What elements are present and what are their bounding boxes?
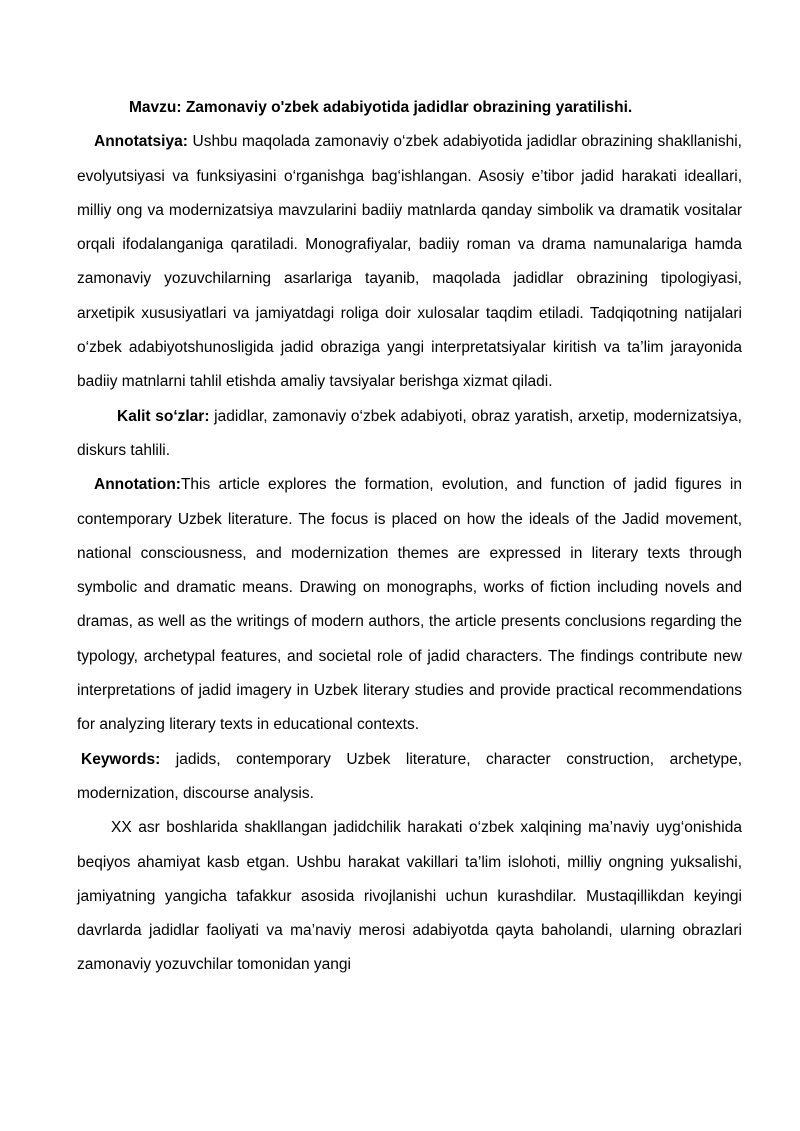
annotation-text: This article explores the formation, evolution, and function of jadid figures in contemporary Uzbek literature. The focus is placed on how the ideals of the Jadid movement, national consciousness, and modernization themes are expressed in literary texts through symbolic and dramatic means. Drawing on monographs, works of fiction including novels and dramas, as well as the writings of modern authors, the article presents conclusions regarding the typology, archetypal features, and societal role of jadid characters. The findings contribute new interpretations of jadid imagery in Uzbek literary studies and provide practical recommendations for analyzing literary texts in educational contexts. <box>77 476 742 734</box>
body-paragraph: XX asr boshlarida shakllangan jadidchilik harakati o‘zbek xalqining ma’naviy uyg‘onishida beqiyos ahamiyat kasb etgan. Ushbu harakat vakillari ta’lim islohoti, milliy ongning yuksalishi, jamiyatning yangicha tafakkur asosida rivojlanishi uchun kurashdilar. Mustaqillikdan keyingi davrlarda jadidlar faoliyati va ma’naviy merosi adabiyotda qayta baholandi, ularning obrazlari zamonaviy yozuvchilar tomonidan yangi <box>77 819 742 974</box>
keywords-label: Keywords: <box>81 750 161 768</box>
kalit-sozlar-paragraph <box>77 400 742 469</box>
kalit-sozlar-label: Kalit so‘zlar: <box>117 407 210 425</box>
document-page <box>77 91 742 983</box>
article-title: Mavzu: Zamonaviy o'zbek adabiyotida jadidlar obrazining yaratilishi. <box>129 99 633 116</box>
kalit-sozlar-text: jadidlar, zamonaviy o‘zbek adabiyoti, obraz yaratish, arxetip, modernizatsiya, diskurs tahlili. <box>77 407 742 459</box>
keywords-text: jadids, contemporary Uzbek literature, character construction, archetype, modernization, discourse analysis. <box>77 750 742 802</box>
annotatsiya-label: Annotatsiya: <box>94 133 188 151</box>
annotation-label: Annotation: <box>94 476 181 494</box>
annotatsiya-paragraph <box>77 125 742 399</box>
annotatsiya-text: Ushbu maqolada zamonaviy o‘zbek adabiyotida jadidlar obrazining shakllanishi, evolyutsiyasi va funksiyasini o‘rganishga bag‘ishlangan. Asosiy e’tibor jadid harakati ideallari, milliy ong va modernizatsiya mavzularini badiiy matnlarda qanday simbolik va dramatik vositalar orqali ifodalanganiga qaratiladi. Monografiyalar, badiiy roman va drama namunalariga hamda zamonaviy yozuvchilarning asarlariga tayanib, maqolada jadidlar obrazining tipologiyasi, arxetipik xususiyatlari va jamiyatdagi roliga doir xulosalar taqdim etiladi. Tadqiqotning natijalari o‘zbek adabiyotshunosligida jadid obraziga yangi interpretatsiyalar kiritish va ta’lim jarayonida badiiy matnlarni tahlil etishda amaliy tavsiyalar berishga xizmat qiladi. <box>77 133 742 391</box>
keywords-paragraph <box>77 743 742 812</box>
annotation-paragraph <box>77 468 742 742</box>
